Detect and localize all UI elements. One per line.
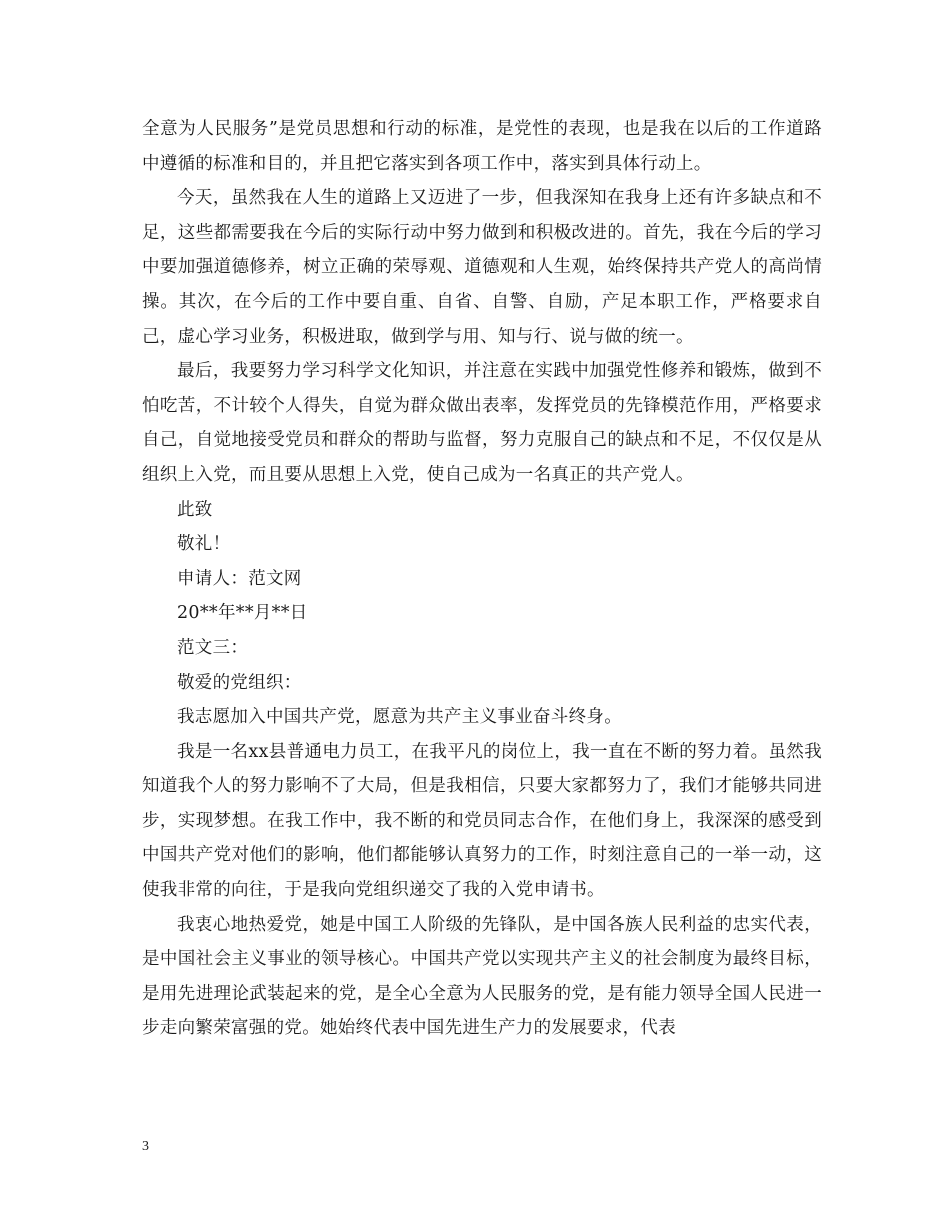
paragraph-6: 我衷心地热爱党，她是中国工人阶级的先锋队，是中国各族人民利益的忠实代表，是中国社会主义事业的领导核心。中国共产党以实现共产主义的社会制度为最终目标，是用先进理论武装起来的党，是全心全意为人民服务的党，是有能力领导全国人民进一步走向繁荣富强的党。她始终代表中国先进生产力的发展要求，代表 — [142, 914, 822, 1039]
document-body — [142, 112, 822, 1046]
paragraph-5: 我是一名xx县普通电力员工，在我平凡的岗位上，我一直在不断的努力着。虽然我知道我个人的努力影响不了大局，但是我相信，只要大家都努力了，我们才能够共同进步，实现梦想。在我工作中，我不断的和党员同志合作，在他们身上，我深深的感受到中国共产党对他们的影响，他们都能够认真努力的工作，时刻注意自己的一举一动，这使我非常的向往，于是我向党组织递交了我的入党申请书。 — [142, 741, 822, 901]
page-number: 3 — [142, 1139, 149, 1154]
paragraph-1: 全意为人民服务”是党员思想和行动的标准，是党性的表现，也是我在以后的工作道路中遵循的标准和目的，并且把它落实到各项工作中，落实到具体行动上。 — [142, 119, 822, 174]
paragraph-3: 最后，我要努力学习科学文化知识，并注意在实践中加强党性修养和锻炼，做到不怕吃苦，不计较个人得失，自觉为群众做出表率，发挥党员的先锋模范作用，严格要求自己，自觉地接受党员和群众的帮助与监督，努力克服自己的缺点和不足，不仅仅是从组织上入党，而且要从思想上入党，使自己成为一名真正的共产党人。 — [142, 361, 822, 485]
applicant-line: 申请人：范文网 — [177, 568, 302, 589]
greeting-line: 敬爱的党组织： — [177, 672, 302, 693]
closing-regards: 敬礼！ — [177, 534, 231, 555]
section-heading: 范文三： — [177, 637, 249, 658]
date-line: 20**年**月**日 — [177, 603, 308, 624]
paragraph-2: 今天，虽然我在人生的道路上又迈进了一步，但我深知在我身上还有许多缺点和不足，这些都需要我在今后的实际行动中努力做到和积极改进的。首先，我在今后的学习中要加强道德修养，树立正确的荣辱观、道德观和人生观，始终保持共产党人的高尚情操。其次，在今后的工作中要自重、自省、自警、自励，产足本职工作，严格要求自己，虚心学习业务，积极进取，做到学与用、知与行、说与做的统一。 — [142, 188, 822, 347]
paragraph-4: 我志愿加入中国共产党，愿意为共产主义事业奋斗终身。 — [177, 707, 622, 728]
closing-salutation: 此致 — [177, 499, 213, 520]
